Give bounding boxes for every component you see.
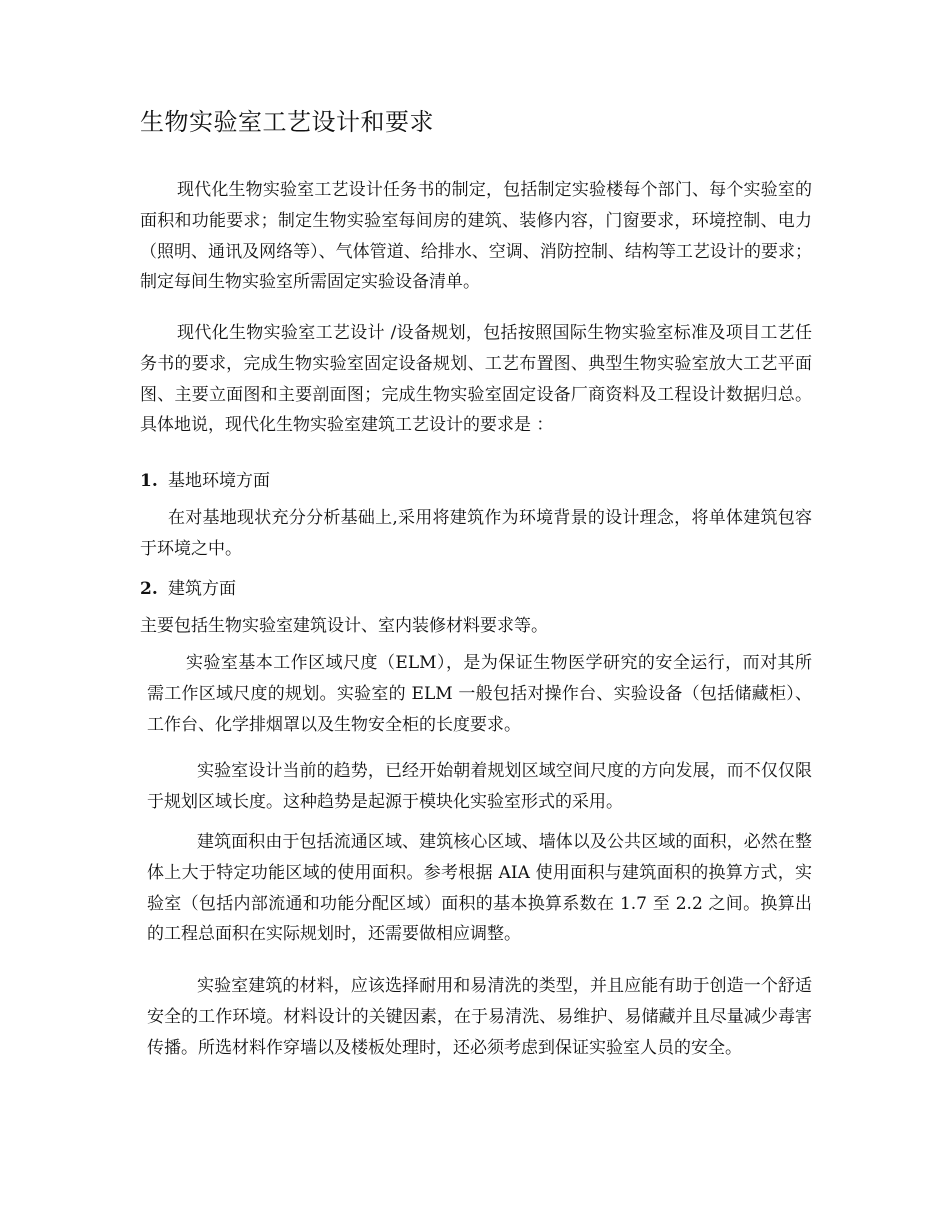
site-environment-paragraph: 在对基地现状充分分析基础上,采用将建筑作为环境背景的设计理念，将单体建筑包容于环境之中。 <box>140 508 812 559</box>
section-heading-text: 基地环境方面 <box>168 471 270 491</box>
design-trend-paragraph: 实验室设计当前的趋势，已经开始朝着规划区域空间尺度的方向发展，而不仅仅限于规划区域长度。这种趋势是起源于模块化实验室形式的采用。 <box>147 761 812 812</box>
intro-paragraph-2: 现代化生物实验室工艺设计 /设备规划，包括按照国际生物实验室标准及项目工艺任务书的要求，完成生物实验室固定设备规划、工艺布置图、典型生物实验室放大工艺平面图、主要立面图和主要剖面图；完成生物实验室固定设备厂商资料及工程设计数据归总。具体地说，现代化生物实验室建筑工艺设计的要求是 ： <box>140 323 812 436</box>
building-area-paragraph: 建筑面积由于包括流通区域、建筑核心区域、墙体以及公共区域的面积，必然在整体上大于特定功能区域的使用面积。参考根据 AIA 使用面积与建筑面积的换算方式，实验室（包括内部流通和功能分配区域）面积的基本换算系数在 1.7 至 2.2 之间。换算出的工程总面积在实际规划时，还需要做相应调整。 <box>147 832 812 945</box>
elm-paragraph: 实验室基本工作区域尺度（ELM），是为保证生物医学研究的安全运行，而对其所需工作区域尺度的规划。实验室的 ELM 一般包括对操作台、实验设备（包括储藏柜）、工作台、化学排烟罩以及生物安全柜的长度要求。 <box>147 653 812 735</box>
section-heading-architecture <box>140 574 236 604</box>
intro-paragraph-1: 现代化生物实验室工艺设计任务书的制定，包括制定实验楼每个部门、每个实验室的面积和功能要求；制定生物实验室每间房的建筑、装修内容，门窗要求，环境控制、电力（照明、通讯及网络等）、气体管道、给排水、空调、消防控制、结构等工艺设计的要求；制定每间生物实验室所需固定实验设备清单。 <box>140 180 812 293</box>
section-number: 2. <box>140 579 158 599</box>
section-number: 1. <box>140 471 158 491</box>
section-heading-text: 建筑方面 <box>168 579 236 599</box>
document-title: 生物实验室工艺设计和要求 <box>140 108 434 136</box>
architecture-intro-paragraph: 主要包括生物实验室建筑设计、室内装修材料要求等。 <box>140 616 548 636</box>
materials-paragraph: 实验室建筑的材料，应该选择耐用和易清洗的类型，并且应能有助于创造一个舒适安全的工作环境。材料设计的关键因素，在于易清洗、易维护、易储藏并且尽量减少毒害传播。所选材料作穿墙以及楼板处理时，还必须考虑到保证实验室人员的安全。 <box>147 976 812 1058</box>
section-heading-site-environment <box>140 466 270 496</box>
